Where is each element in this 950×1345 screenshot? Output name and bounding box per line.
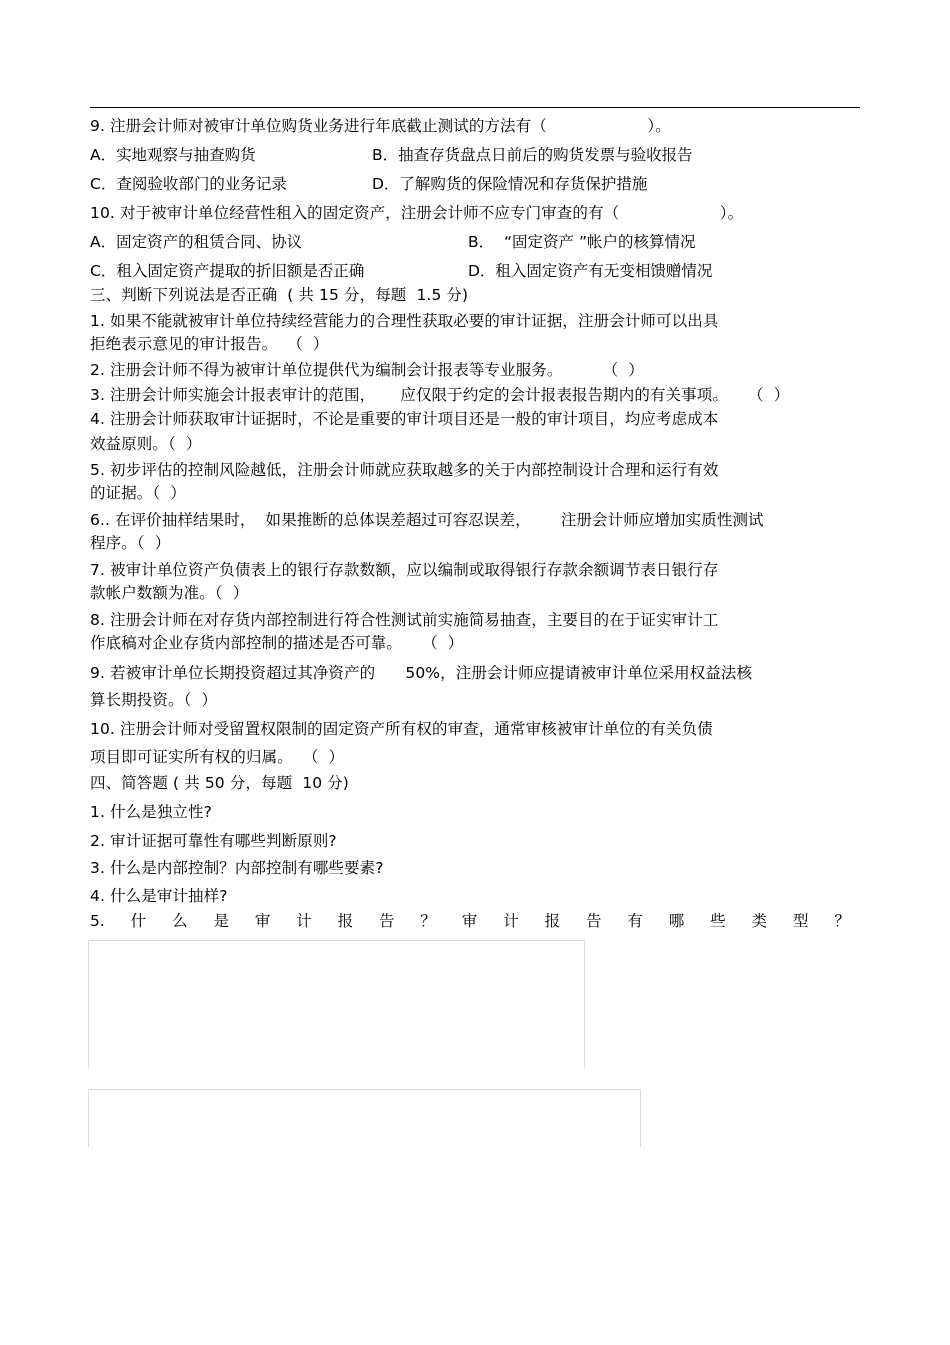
sa-q5-char: ？ — [834, 912, 850, 930]
tf-item-1-line-2: 拒绝表示意见的审计报告。 （ ） — [90, 335, 329, 353]
mc-q9-option-c: C．查阅验收部门的业务记录 — [90, 175, 287, 193]
tf-item-9-line-2: 算长期投资。（ ） — [90, 691, 218, 709]
tf-item-1-line-1: 1. 如果不能就被审计单位持续经营能力的合理性获取必要的审计证据，注册会计师可以出具 — [90, 312, 719, 330]
mc-q10-option-d: D．租入固定资产有无变相馈赠情况 — [468, 262, 713, 280]
tf-item-5-line-1: 5. 初步评估的控制风险越低，注册会计师就应获取越多的关于内部控制设计合理和运行有效 — [90, 461, 719, 479]
header-rule — [90, 107, 860, 108]
tf-item-5-line-2: 的证据。（ ） — [90, 484, 186, 502]
tf-item-6-line-1: 6.. 在评价抽样结果时， 如果推断的总体误差超过可容忍误差， 注册会计师应增加实质性测试 — [90, 511, 764, 529]
blank-frame-2 — [88, 1089, 641, 1147]
sa-q5-char: 报 — [337, 912, 354, 930]
sa-q5-char: 5. — [90, 912, 105, 930]
tf-item-8-line-2: 作底稿对企业存货内部控制的描述是否可靠。 （ ） — [90, 634, 464, 652]
sa-q5-char: 计 — [503, 912, 519, 930]
sa-q5-char: 类 — [751, 912, 768, 930]
sa-q5-char: 计 — [296, 912, 312, 930]
sa-q5 — [90, 911, 850, 931]
sa-q5-char: 告 — [585, 912, 602, 930]
mc-q9-option-a: A．实地观察与抽查购货 — [90, 146, 256, 164]
sa-q5-char: 什 — [130, 912, 147, 930]
tf-item-10-line-2: 项目即可证实所有权的归属。 （ ） — [90, 748, 345, 766]
sa-q2: 2. 审计证据可靠性有哪些判断原则? — [90, 832, 337, 850]
sa-q5-char: 是 — [213, 912, 229, 930]
sa-q3: 3. 什么是内部控制？内部控制有哪些要素? — [90, 859, 384, 877]
mc-q10-stem: 10. 对于被审计单位经营性租入的固定资产，注册会计师不应专门审查的有（ ）。 — [90, 204, 744, 222]
sa-q5-char: 报 — [544, 912, 561, 930]
tf-item-7-line-1: 7. 被审计单位资产负债表上的银行存款数额，应以编制或取得银行存款余额调节表日银行存 — [90, 561, 719, 579]
sa-q4: 4. 什么是审计抽样? — [90, 887, 228, 905]
mc-q10-option-c: C．租入固定资产提取的折旧额是否正确 — [90, 262, 365, 280]
sa-q5-char: 审 — [254, 912, 271, 930]
sa-q5-char: 些 — [710, 912, 726, 930]
tf-item-3: 3. 注册会计师实施会计报表审计的范围， 应仅限于约定的会计报表报告期内的有关事项。 （ ） — [90, 386, 790, 404]
mc-q9-option-b: B．抽查存货盘点日前后的购货发票与验收报告 — [372, 146, 693, 164]
sa-q5-char: 有 — [627, 912, 643, 930]
sa-q5-char: 么 — [172, 912, 188, 930]
sa-heading: 四、简答题 ( 共 50 分，每题 10 分) — [90, 774, 349, 792]
blank-frame-1 — [88, 940, 585, 1068]
sa-q5-char: 哪 — [668, 912, 685, 930]
mc-q10-option-a: A．固定资产的租赁合同、协议 — [90, 233, 303, 251]
sa-q5-char: 告 — [379, 912, 395, 930]
mc-q10-option-b: B． “固定资产 ”帐户的核算情况 — [468, 233, 696, 251]
tf-item-2: 2. 注册会计师不得为被审计单位提供代为编制会计报表等专业服务。 （ ） — [90, 361, 644, 379]
sa-q5-char: ？ — [420, 912, 436, 930]
tf-item-6-line-2: 程序。（ ） — [90, 534, 171, 552]
tf-item-4-line-1: 4. 注册会计师获取审计证据时，不论是重要的审计项目还是一般的审计项目，均应考虑成本 — [90, 410, 719, 428]
tf-item-7-line-2: 款帐户数额为准。（ ） — [90, 584, 249, 602]
tf-item-8-line-1: 8. 注册会计师在对存货内部控制进行符合性测试前实施简易抽查，主要目的在于证实审计工 — [90, 611, 719, 629]
sa-q5-char: 审 — [461, 912, 478, 930]
sa-q5-char: 型 — [792, 912, 809, 930]
sa-q1: 1. 什么是独立性? — [90, 803, 212, 821]
mc-q9-stem: 9. 注册会计师对被审计单位购货业务进行年底截止测试的方法有（ ）。 — [90, 117, 671, 135]
tf-item-10-line-1: 10. 注册会计师对受留置权限制的固定资产所有权的审查，通常审核被审计单位的有关负债 — [90, 720, 713, 738]
mc-q9-option-d: D．了解购货的保险情况和存货保护措施 — [372, 175, 648, 193]
tf-item-4-line-2: 效益原则。（ ） — [90, 435, 202, 453]
tf-item-9-line-1: 9. 若被审计单位长期投资超过其净资产的 50%，注册会计师应提请被审计单位采用权益法核 — [90, 664, 753, 682]
tf-heading: 三、判断下列说法是否正确 ( 共 15 分，每题 1.5 分) — [90, 286, 469, 304]
